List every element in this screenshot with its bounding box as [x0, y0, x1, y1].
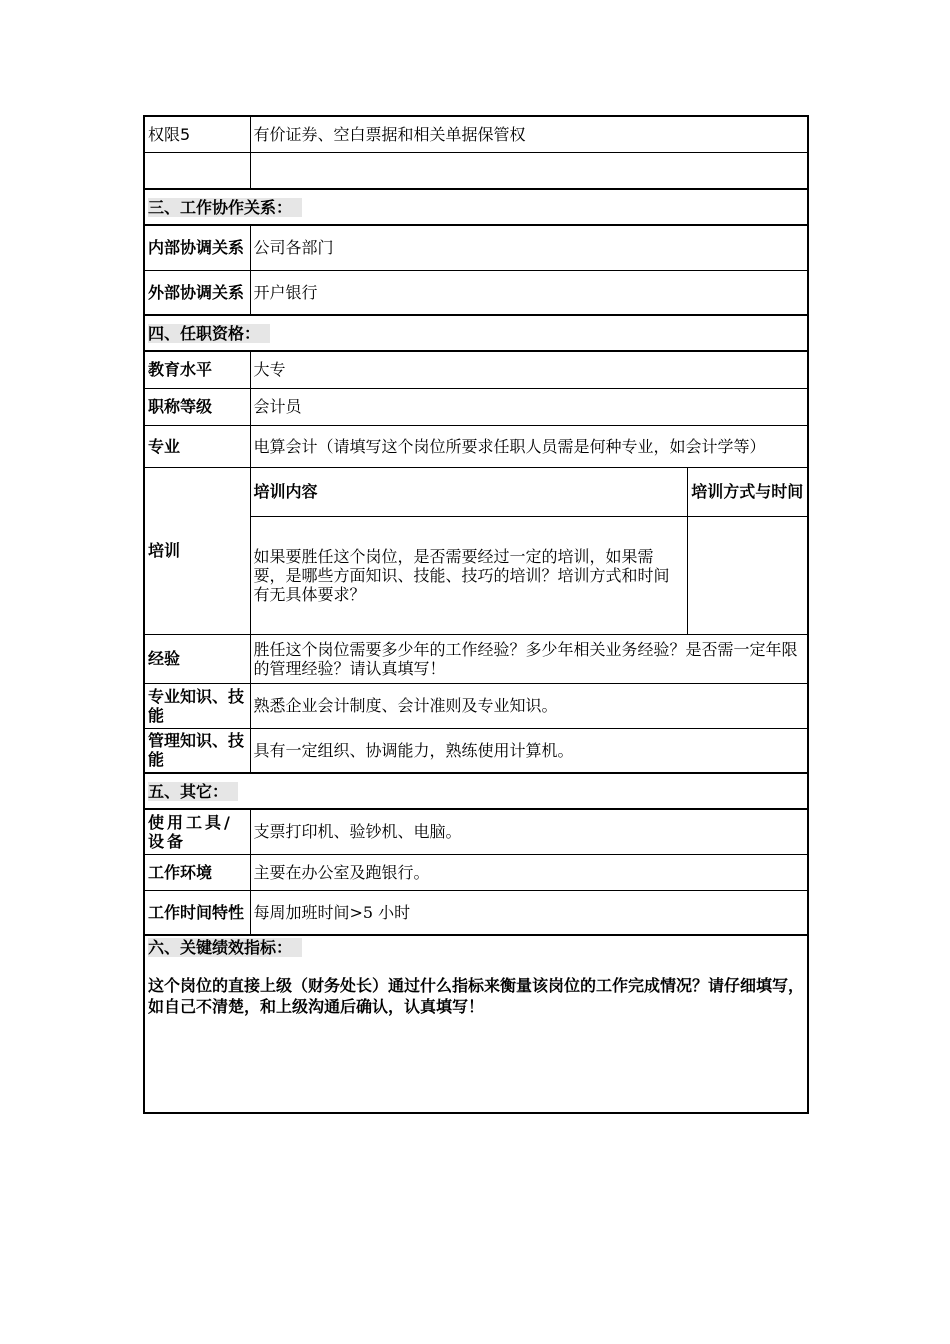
- internal-coordination-label: 内部协调关系: [144, 225, 250, 270]
- job-description-form: [143, 115, 809, 1114]
- kpi-instructions: 这个岗位的直接上级（财务处长）通过什么指标来衡量该岗位的工作完成情况？请仔细填写，如自己不清楚，和上级沟通后确认，认真填写！: [148, 976, 805, 1016]
- training-content-value: 如果要胜任这个岗位，是否需要经过一定的培训，如果需要，是哪些方面知识、技能、技巧的培训？培训方式和时间有无具体要求？: [250, 516, 687, 634]
- work-time-label: 工作时间特性: [144, 890, 250, 935]
- internal-coordination-value: 公司各部门: [250, 225, 808, 270]
- training-method-value: [687, 516, 808, 634]
- tools-label: 使用工具/设备: [144, 809, 250, 854]
- major-label: 专业: [144, 425, 250, 467]
- education-value: 大专: [250, 351, 808, 388]
- education-label: 教育水平: [144, 351, 250, 388]
- professional-skills-label: 专业知识、技能: [144, 683, 250, 728]
- external-coordination-label: 外部协调关系: [144, 270, 250, 315]
- title-level-value: 会计员: [250, 388, 808, 425]
- authority-label: 权限5: [144, 116, 250, 152]
- empty-value-cell: [250, 152, 808, 189]
- section-6-kpi: [144, 935, 808, 1113]
- training-method-header: 培训方式与时间: [687, 467, 808, 516]
- work-environment-label: 工作环境: [144, 854, 250, 890]
- tools-value: 支票打印机、验钞机、电脑。: [250, 809, 808, 854]
- work-time-value: 每周加班时间>5 小时: [250, 890, 808, 935]
- section-3-heading: 三、工作协作关系：: [144, 189, 808, 225]
- training-label: 培训: [144, 467, 250, 634]
- external-coordination-value: 开户银行: [250, 270, 808, 315]
- work-environment-value: 主要在办公室及跑银行。: [250, 854, 808, 890]
- empty-label-cell: [144, 152, 250, 189]
- management-skills-value: 具有一定组织、协调能力，熟练使用计算机。: [250, 728, 808, 773]
- experience-value: 胜任这个岗位需要多少年的工作经验？多少年相关业务经验？是否需一定年限的管理经验？请认真填写！: [250, 634, 808, 683]
- experience-label: 经验: [144, 634, 250, 683]
- section-6-heading: 六、关键绩效指标：: [148, 938, 804, 957]
- section-5-heading: 五、其它：: [144, 773, 808, 809]
- title-level-label: 职称等级: [144, 388, 250, 425]
- authority-value: 有价证券、空白票据和相关单据保管权: [250, 116, 808, 152]
- training-content-header: 培训内容: [250, 467, 687, 516]
- major-value: 电算会计（请填写这个岗位所要求任职人员需是何种专业，如会计学等）: [250, 425, 808, 467]
- management-skills-label: 管理知识、技能: [144, 728, 250, 773]
- professional-skills-value: 熟悉企业会计制度、会计准则及专业知识。: [250, 683, 808, 728]
- section-4-heading: 四、任职资格：: [144, 315, 808, 351]
